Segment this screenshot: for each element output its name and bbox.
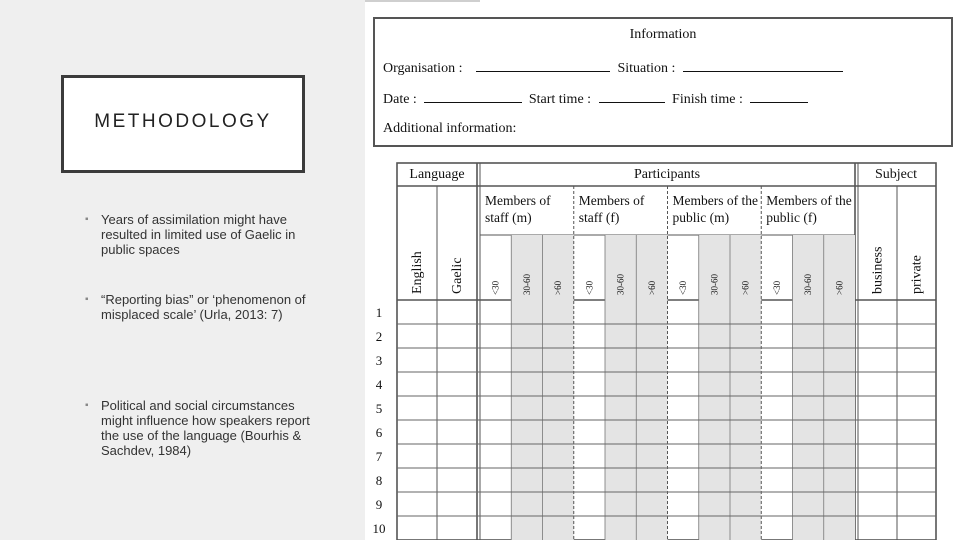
organisation-label: Organisation : <box>383 61 463 76</box>
language-col-label: Gaelic <box>450 257 465 294</box>
start-time-blank <box>599 90 665 103</box>
age-band-label: >60 <box>646 280 657 295</box>
group-label-line1: Members of the <box>672 193 758 208</box>
group-label-line2: public (m) <box>672 210 730 225</box>
bullet-text: “Reporting bias” or ‘phenomenon of misplaced scale’ (Urla, 2013: 7) <box>101 292 306 322</box>
date-label: Date : <box>383 92 417 107</box>
age-column-shade <box>636 235 667 540</box>
subject-col-label: private <box>909 255 925 294</box>
scanned-form-image <box>365 0 960 540</box>
age-band-label: 30-60 <box>803 274 814 295</box>
information-title: Information <box>629 27 697 42</box>
information-box <box>373 17 953 147</box>
age-column-shade <box>730 235 761 540</box>
table-grid <box>373 186 937 540</box>
row-number: 4 <box>375 377 383 392</box>
situation-blank <box>683 59 843 72</box>
age-band-label: 30-60 <box>615 274 626 295</box>
bullet-marker-icon: ▪ <box>85 294 89 305</box>
bullet-text: Years of assimilation might have resulted in limited use of Gaelic in public spaces <box>101 212 296 257</box>
organisation-blank <box>476 59 610 72</box>
language-col-label: English <box>410 251 425 294</box>
age-band-label: 30-60 <box>521 274 532 295</box>
additional-info-label: Additional information: <box>383 121 517 136</box>
age-band-label: >60 <box>740 280 751 295</box>
age-band-label: <30 <box>584 280 595 295</box>
row-number: 10 <box>372 521 386 536</box>
group-label-line2: staff (f) <box>578 210 620 225</box>
info-row-organisation <box>383 59 843 77</box>
group-label-line1: Members of the <box>766 193 852 208</box>
subject-header: Subject <box>875 167 917 182</box>
row-number: 7 <box>375 449 383 464</box>
age-band-label: <30 <box>771 280 782 295</box>
group-label-line2: staff (m) <box>485 210 532 225</box>
bullet-marker-icon: ▪ <box>85 214 89 225</box>
info-row-additional <box>383 121 516 137</box>
row-number: 2 <box>375 329 383 344</box>
bullet-marker-icon: ▪ <box>85 400 89 411</box>
group-label-line1: Members of <box>578 193 645 208</box>
age-column-shade <box>824 235 855 540</box>
start-time-label: Start time : <box>528 92 592 107</box>
group-label-line1: Members of <box>485 193 551 208</box>
info-row-date <box>383 90 808 108</box>
row-number: 9 <box>375 497 383 512</box>
situation-label: Situation : <box>617 61 676 76</box>
scan-edge <box>365 0 480 2</box>
age-band-label: <30 <box>490 280 501 295</box>
bullet-text: Political and social circumstances might influence how speakers report the use of the language (Bourhis & Sachdev, 1984) <box>101 398 310 458</box>
age-band-label: <30 <box>678 280 689 295</box>
observation-table <box>365 160 960 540</box>
row-number: 1 <box>375 305 383 320</box>
age-band-label: >60 <box>834 280 845 295</box>
subject-col-label: business <box>870 246 886 294</box>
title-box <box>61 75 305 173</box>
slide-text-panel <box>0 0 365 540</box>
slide-title: METHODOLOGY <box>94 111 272 132</box>
row-number: 3 <box>375 353 383 368</box>
date-blank <box>424 90 522 103</box>
age-column-shade <box>543 235 574 540</box>
row-number: 6 <box>375 425 383 440</box>
finish-time-label: Finish time : <box>672 92 743 107</box>
age-band-label: >60 <box>553 280 564 295</box>
participants-header: Participants <box>633 167 701 182</box>
row-number: 5 <box>375 401 383 416</box>
age-band-label: 30-60 <box>709 274 720 295</box>
language-header: Language <box>409 167 465 182</box>
group-label-line2: public (f) <box>766 210 817 225</box>
row-number: 8 <box>375 473 383 488</box>
finish-time-blank <box>750 90 808 103</box>
